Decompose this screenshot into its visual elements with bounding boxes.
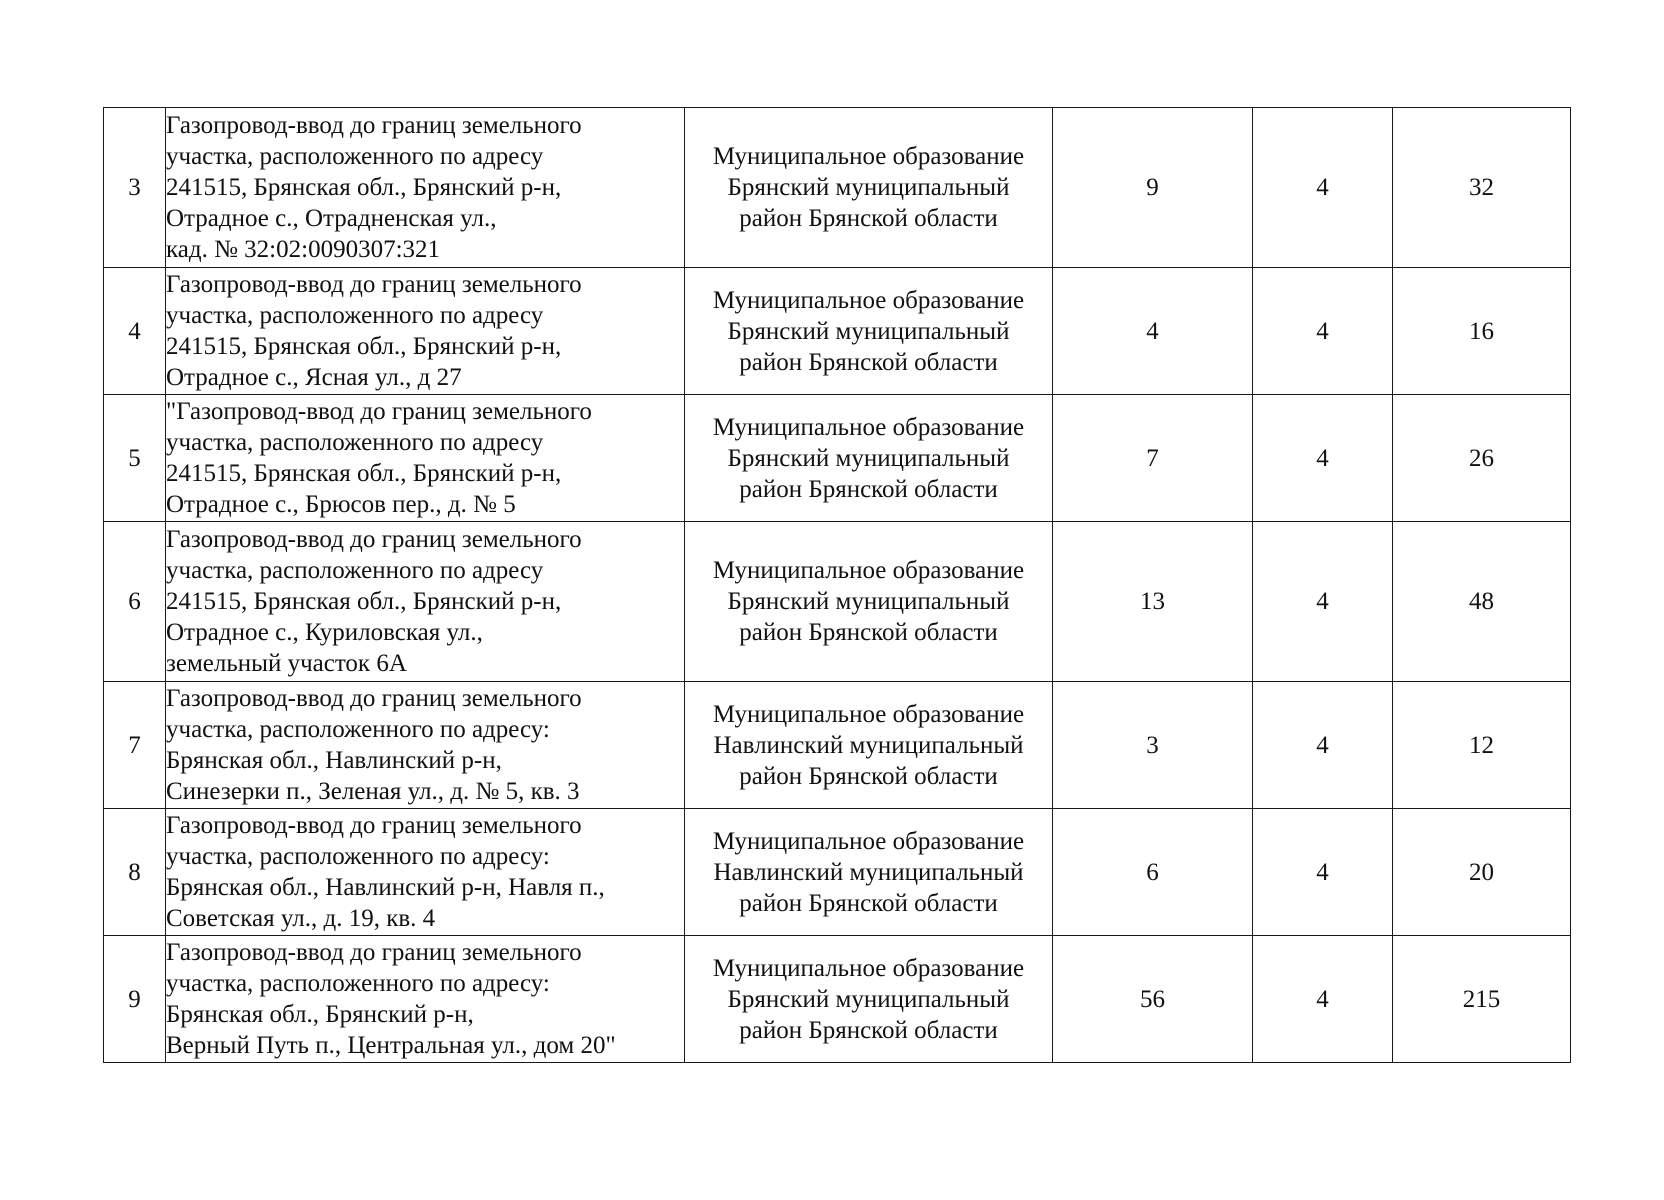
area-cell: 32	[1393, 108, 1571, 268]
table-row	[104, 936, 1571, 1063]
object-description-line: участка, расположенного по адресу	[166, 143, 544, 170]
object-description-line: Отрадное с., Ясная ул., д 27	[166, 364, 462, 391]
object-description-cell	[166, 936, 685, 1063]
object-description-cell	[166, 809, 685, 936]
owner-line: район Брянской области	[739, 1016, 998, 1044]
length-cell: 56	[1053, 936, 1253, 1063]
object-description-cell	[166, 522, 685, 682]
length-cell: 13	[1053, 522, 1253, 682]
owner-line: район Брянской области	[739, 205, 998, 232]
object-description-cell	[166, 395, 685, 522]
length-cell: 9	[1053, 108, 1253, 268]
table-row	[104, 682, 1571, 809]
object-description-line: Газопровод-ввод до границ земельного	[166, 526, 582, 553]
row-number-cell: 8	[104, 809, 166, 936]
area-cell: 215	[1393, 936, 1571, 1063]
table-row	[104, 108, 1571, 268]
object-description-line: участка, расположенного по адресу:	[166, 716, 550, 743]
owner-line: район Брянской области	[739, 889, 998, 917]
area-cell: 26	[1393, 395, 1571, 522]
row-number-cell: 7	[104, 682, 166, 809]
owner-line: Муниципальное образование	[712, 286, 1025, 314]
owner-cell	[685, 682, 1053, 809]
owner-line: Муниципальное образование	[712, 827, 1025, 855]
area-cell: 48	[1393, 522, 1571, 682]
object-description-line: Верный Путь п., Центральная ул., дом 20"	[166, 1032, 616, 1059]
length-cell: 7	[1053, 395, 1253, 522]
owner-cell	[685, 522, 1053, 682]
width-cell: 4	[1253, 268, 1393, 395]
owner-line: Брянский муниципальный	[727, 985, 1010, 1013]
owner-cell	[685, 268, 1053, 395]
owner-line: Муниципальное образование	[712, 143, 1025, 170]
area-cell: 20	[1393, 809, 1571, 936]
object-description-line: Отрадное с., Брюсов пер., д. № 5	[166, 491, 516, 518]
owner-line: район Брянской области	[739, 762, 998, 790]
object-description-line: Отрадное с., Отрадненская ул.,	[166, 205, 497, 232]
owner-line: Муниципальное образование	[712, 954, 1025, 982]
object-description-line: Брянская обл., Навлинский р-н,	[166, 747, 502, 774]
length-cell: 6	[1053, 809, 1253, 936]
owner-line: Муниципальное образование	[712, 557, 1025, 584]
object-description-line: Газопровод-ввод до границ земельного	[166, 271, 582, 298]
table-body	[104, 108, 1571, 1063]
owner-line: район Брянской области	[739, 619, 998, 646]
table-row	[104, 522, 1571, 682]
owner-cell	[685, 809, 1053, 936]
row-number-cell: 6	[104, 522, 166, 682]
row-number-cell: 5	[104, 395, 166, 522]
table-row	[104, 268, 1571, 395]
owner-cell	[685, 395, 1053, 522]
object-description-line: участка, расположенного по адресу:	[166, 843, 550, 870]
owner-line: Муниципальное образование	[712, 413, 1025, 441]
object-description-line: Газопровод-ввод до границ земельного	[166, 685, 582, 712]
object-description-cell	[166, 268, 685, 395]
width-cell: 4	[1253, 936, 1393, 1063]
owner-line: Муниципальное образование	[712, 700, 1025, 728]
object-description-line: Газопровод-ввод до границ земельного	[166, 939, 582, 966]
object-description-line: Советская ул., д. 19, кв. 4	[166, 905, 436, 932]
area-cell: 16	[1393, 268, 1571, 395]
object-description-line: Газопровод-ввод до границ земельного	[166, 812, 582, 839]
row-number-cell: 3	[104, 108, 166, 268]
width-cell: 4	[1253, 682, 1393, 809]
width-cell: 4	[1253, 108, 1393, 268]
table-row	[104, 395, 1571, 522]
object-description-line: Брянская обл., Брянский р-н,	[166, 1001, 474, 1028]
object-description-line: кад. № 32:02:0090307:321	[166, 236, 441, 263]
width-cell: 4	[1253, 395, 1393, 522]
object-description-line: "Газопровод-ввод до границ земельного	[166, 398, 592, 425]
row-number-cell: 9	[104, 936, 166, 1063]
owner-cell	[685, 936, 1053, 1063]
width-cell: 4	[1253, 522, 1393, 682]
owner-line: Брянский муниципальный	[727, 588, 1010, 615]
object-description-line: 241515, Брянская обл., Брянский р-н,	[166, 588, 562, 615]
object-description-line: 241515, Брянская обл., Брянский р-н,	[166, 174, 562, 201]
object-description-line: Отрадное с., Куриловская ул.,	[166, 619, 483, 646]
object-description-line: 241515, Брянская обл., Брянский р-н,	[166, 333, 562, 360]
object-description-line: Газопровод-ввод до границ земельного	[166, 112, 582, 139]
owner-line: район Брянской области	[739, 348, 998, 376]
owner-line: Брянский муниципальный	[727, 174, 1010, 201]
row-number-cell: 4	[104, 268, 166, 395]
owner-line: Навлинский муниципальный	[713, 858, 1024, 886]
owner-line: Брянский муниципальный	[727, 444, 1010, 472]
object-description-cell	[166, 108, 685, 268]
object-description-line: земельный участок 6А	[166, 650, 407, 677]
easement-table	[103, 107, 1571, 1063]
object-description-line: участка, расположенного по адресу	[166, 429, 544, 456]
length-cell: 3	[1053, 682, 1253, 809]
owner-line: Брянский муниципальный	[727, 317, 1010, 345]
owner-line: район Брянской области	[739, 475, 998, 503]
object-description-line: участка, расположенного по адресу:	[166, 970, 550, 997]
length-cell: 4	[1053, 268, 1253, 395]
owner-line: Навлинский муниципальный	[713, 731, 1024, 759]
object-description-cell	[166, 682, 685, 809]
table-row	[104, 809, 1571, 936]
owner-cell	[685, 108, 1053, 268]
object-description-line: Брянская обл., Навлинский р-н, Навля п.,	[166, 874, 605, 901]
object-description-line: Синезерки п., Зеленая ул., д. № 5, кв. 3	[166, 778, 580, 805]
object-description-line: участка, расположенного по адресу	[166, 302, 544, 329]
object-description-line: участка, расположенного по адресу	[166, 557, 544, 584]
area-cell: 12	[1393, 682, 1571, 809]
object-description-line: 241515, Брянская обл., Брянский р-н,	[166, 460, 562, 487]
width-cell: 4	[1253, 809, 1393, 936]
